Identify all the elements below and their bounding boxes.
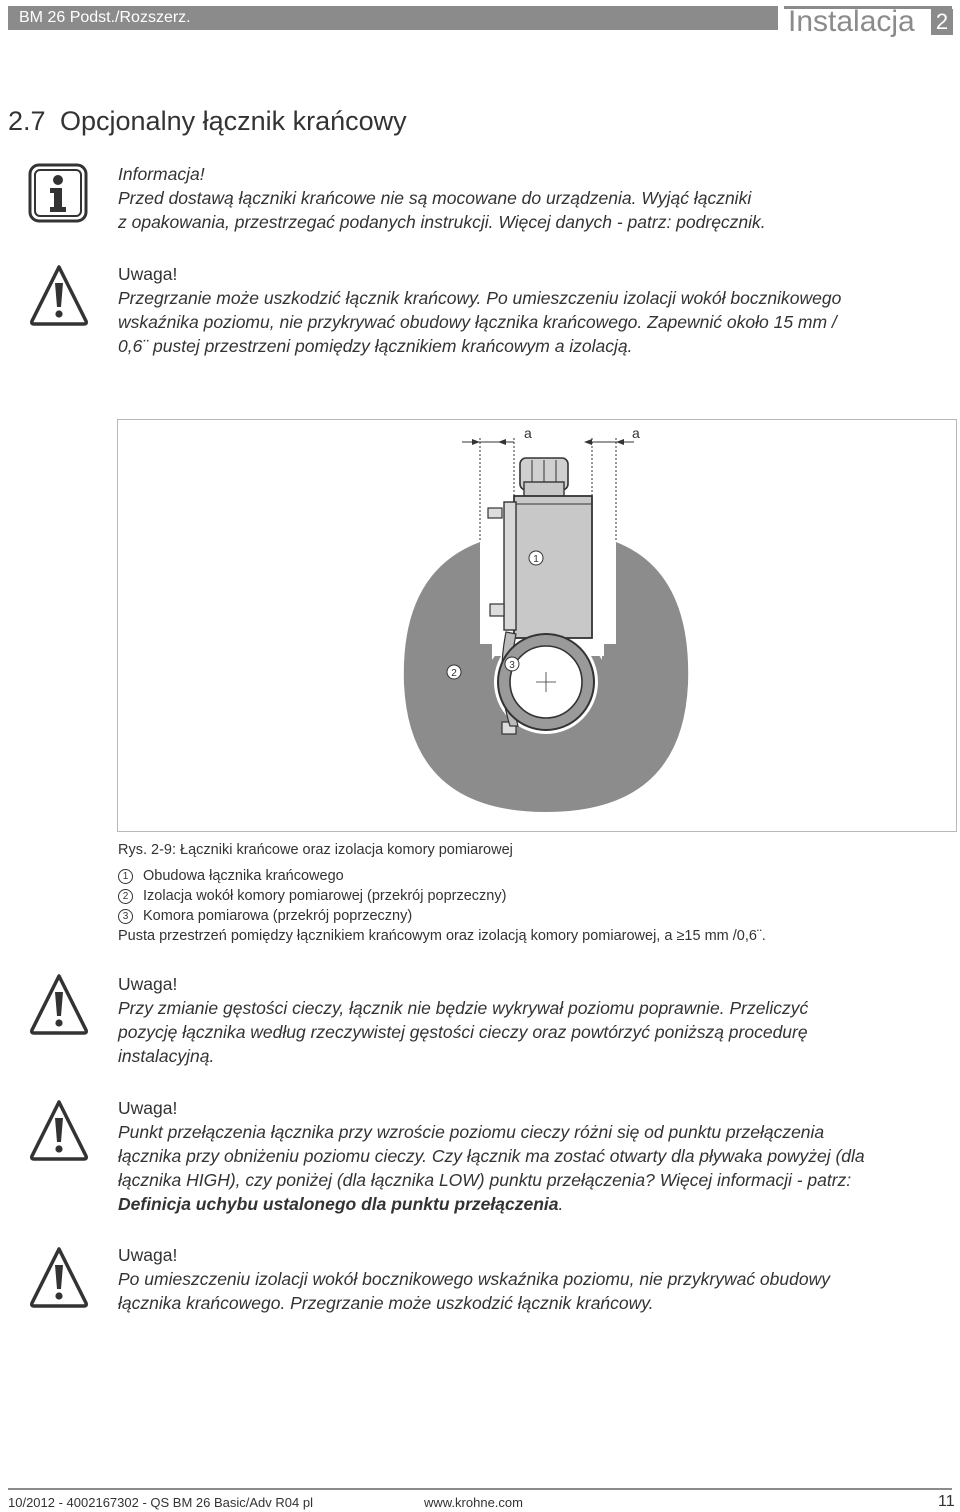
legend-text: Obudowa łącznika krańcowego — [143, 868, 344, 884]
warning-2-line-3: instalacyjną. — [118, 1046, 215, 1066]
info-icon — [28, 163, 88, 223]
warning-3-line-3: łącznika HIGH), czy poniżej (dla łącznika LOW) punktu przełączenia? Więcej informacji - patrz: — [118, 1170, 852, 1190]
info-heading: Informacja! — [118, 164, 205, 184]
footer-website: www.krohne.com — [424, 1495, 523, 1510]
legend-number: 2 — [118, 889, 133, 904]
warning-1-line-2: wskaźnika poziomu, nie przykrywać obudowy łącznika krańcowego. Zapewnić około 15 mm / — [118, 312, 837, 332]
section-title — [8, 104, 407, 138]
section-title-text: Opcjonalny łącznik krańcowy — [60, 106, 407, 136]
warning-3-line-4 — [118, 1192, 865, 1216]
warning-1-line-1: Przegrzanie może uszkodzić łącznik krańcowy. Po umieszczeniu izolacji wokół bocznikowego — [118, 288, 842, 308]
warning-note-1 — [118, 262, 841, 358]
limit-switch-figure — [118, 420, 956, 831]
section-number: 2.7 — [8, 106, 46, 136]
legend-item — [118, 906, 412, 926]
info-note — [118, 162, 766, 234]
cross-reference-link[interactable]: Definicja uchybu ustalonego dla punktu przełączenia — [118, 1194, 559, 1214]
warning-4-heading: Uwaga! — [118, 1245, 178, 1265]
warning-3-line-1: Punkt przełączenia łącznika przy wzroście poziomu cieczy różni się od punktu przełączenia — [118, 1122, 825, 1142]
legend-text: Komora pomiarowa (przekrój poprzeczny) — [143, 908, 413, 924]
legend-item — [118, 866, 344, 886]
warning-icon — [28, 263, 90, 327]
legend-item — [118, 886, 506, 906]
warning-2-line-2: pozycję łącznika według rzeczywistej gęstości cieczy oraz powtórzyć poniższą procedurę — [118, 1022, 808, 1042]
dimension-label-a: a — [632, 425, 640, 441]
warning-icon — [28, 1098, 90, 1162]
warning-note-2 — [118, 972, 808, 1068]
warning-note-4 — [118, 1243, 830, 1315]
warning-1-line-3: 0,6¨ pustej przestrzeni pomiędzy łącznikiem krańcowym a izolacją. — [118, 336, 633, 356]
warning-icon — [28, 1245, 90, 1309]
callout-1: 1 — [533, 554, 539, 565]
callout-3: 3 — [509, 660, 515, 671]
header-chapter-title: Instalacja — [788, 5, 915, 38]
page-number: 11 — [938, 1493, 955, 1510]
figure-caption: Rys. 2-9: Łączniki krańcowe oraz izolacja komory pomiarowej — [118, 842, 513, 858]
warning-3-heading: Uwaga! — [118, 1098, 178, 1118]
legend-number: 1 — [118, 869, 133, 884]
warning-3-line-2: łącznika przy obniżeniu poziomu cieczy. Czy łącznik ma zostać otwarty dla pływaka powyżej (dla — [118, 1146, 865, 1166]
warning-1-heading: Uwaga! — [118, 264, 178, 284]
header-chapter-number: 2 — [931, 9, 953, 35]
warning-3-line-4-end: . — [558, 1194, 564, 1214]
info-line-1: Przed dostawą łączniki krańcowe nie są mocowane do urządzenia. Wyjąć łączniki — [118, 188, 752, 208]
footer-rule — [8, 1488, 952, 1490]
warning-4-line-1: Po umieszczeniu izolacji wokół bocznikowego wskaźnika poziomu, nie przykrywać obudowy — [118, 1269, 830, 1289]
legend-number: 3 — [118, 909, 133, 924]
warning-note-3 — [118, 1096, 865, 1216]
dimension-label-a: a — [524, 425, 532, 441]
header-doc-title: BM 26 Podst./Rozszerz. — [8, 6, 778, 30]
warning-4-line-2: łącznika krańcowego. Przegrzanie może uszkodzić łącznik krańcowy. — [118, 1293, 654, 1313]
footer-doc-id: 10/2012 - 4002167302 - QS BM 26 Basic/Adv R04 pl — [8, 1495, 313, 1510]
legend-text: Izolacja wokół komory pomiarowej (przekrój poprzeczny) — [143, 888, 507, 904]
warning-2-heading: Uwaga! — [118, 974, 178, 994]
legend-note: Pusta przestrzeń pomiędzy łącznikiem krańcowym oraz izolacją komory pomiarowej, a ≥15 mm /0,6¨. — [118, 928, 766, 944]
info-line-2: z opakowania, przestrzegać podanych instrukcji. Więcej danych - patrz: podręcznik. — [118, 212, 766, 232]
callout-2: 2 — [451, 668, 457, 679]
warning-2-line-1: Przy zmianie gęstości cieczy, łącznik nie będzie wykrywał poziomu poprawnie. Przeliczyć — [118, 998, 809, 1018]
warning-icon — [28, 972, 90, 1036]
